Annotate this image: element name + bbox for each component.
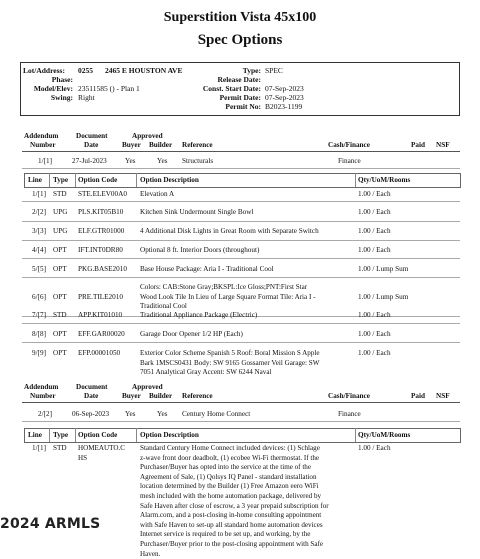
const-start-label: Const. Start Date: — [202, 84, 261, 93]
desc-line: Purchaser/Buyer prior to the post-closing appointment with Safe — [140, 539, 324, 548]
col-separator — [355, 428, 356, 442]
model-label: Model/Elev: — [33, 84, 73, 93]
lot-value: 0255 — [78, 66, 93, 75]
addendum-buyer: Yes — [125, 410, 136, 418]
row-divider — [22, 221, 460, 222]
divider — [22, 402, 460, 403]
permit-date-value: 07-Sep-2023 — [265, 93, 304, 102]
line-col-label: Line — [28, 176, 42, 184]
line-type: STD — [53, 311, 67, 319]
desc-line: Safe Haven after close of escrow, a 3 year prepaid subscription for — [140, 501, 329, 510]
option-qty: 1.00 / Each — [358, 330, 391, 338]
desc-line: Alarm.com, and a post-closing in-home consulting appointment — [140, 511, 322, 520]
option-code — [78, 444, 125, 463]
line-type: UPG — [53, 227, 68, 235]
builder-col-label: Builder — [149, 392, 173, 400]
option-description: Base House Package: Aria I - Traditional Cool — [140, 265, 274, 273]
desc-line: Colors: CAB:Stone Gray;BKSPL:Ice Gloss;PNT:First Star — [140, 283, 308, 291]
row-divider — [22, 240, 460, 241]
col-separator — [136, 173, 137, 187]
line-type: UPG — [53, 208, 68, 216]
option-description: Optional 8 ft. Interior Doors (throughout) — [140, 246, 260, 254]
option-description: Elevation A — [140, 190, 175, 198]
line-number: 8/[8] — [32, 330, 46, 338]
paid-col-label: Paid — [411, 392, 425, 400]
phase-label: Phase: — [51, 75, 73, 84]
row-divider — [22, 342, 460, 343]
col-separator — [136, 428, 137, 442]
addendum-cash-finance: Finance — [338, 157, 361, 165]
line-type: OPT — [53, 349, 67, 357]
option-description: Garage Door Opener 1/2 HP (Each) — [140, 330, 243, 338]
divider — [22, 421, 460, 422]
model-value: 23511585 () - Plan 1 — [78, 84, 140, 93]
line-number: 1/[1] — [32, 444, 46, 452]
option-qty: 1.00 / Each — [358, 246, 391, 254]
col-separator — [49, 173, 50, 187]
option-description: 4 Additional Disk Lights in Great Room with Separate Switch — [140, 227, 319, 235]
col-separator — [355, 173, 356, 187]
line-number: 5/[5] — [32, 265, 46, 273]
lot-address: 2465 E HOUSTON AVE — [105, 66, 183, 75]
line-number: 3/[3] — [32, 227, 46, 235]
col-separator — [75, 173, 76, 187]
option-qty: 1.00 / Each — [358, 227, 391, 235]
option-description: Traditional Appliance Package (Electric) — [140, 311, 258, 319]
option-code: EFP.00001050 — [78, 349, 121, 357]
addendum-date: 27-Jul-2023 — [72, 157, 107, 165]
line-type: OPT — [53, 293, 67, 301]
addendum-number: 1/[1] — [38, 157, 52, 165]
swing-label: Swing: — [50, 93, 73, 102]
desc-line: Purchaser/Buyer has opted into the service at the time of the — [140, 463, 311, 472]
qty-col-label: Qty/UoM/Rooms — [358, 176, 411, 184]
addendum-col-label: Addendum — [24, 132, 59, 140]
option-code: PLS.KIT05B10 — [78, 208, 124, 216]
type-label: Type: — [242, 66, 261, 75]
desc-line: Internet service is required to be set up, and working, by the — [140, 530, 311, 539]
permit-date-label: Permit Date: — [219, 93, 261, 102]
number-col-label: Number — [30, 141, 56, 149]
buyer-col-label: Buyer — [122, 141, 141, 149]
option-code: PKG.BASE2010 — [78, 265, 127, 273]
line-number: 6/[6] — [32, 293, 46, 301]
option-description — [140, 444, 329, 559]
row-divider — [22, 258, 460, 259]
option-qty: 1.00 / Each — [358, 311, 391, 319]
builder-col-label: Builder — [149, 141, 173, 149]
desc-line: Haven. — [140, 549, 161, 558]
const-start-value: 07-Sep-2023 — [265, 84, 304, 93]
col-separator — [75, 428, 76, 442]
addendum-reference: Century Home Connect — [182, 410, 251, 418]
line-type: STD — [53, 444, 67, 452]
paid-col-label: Paid — [411, 141, 425, 149]
line-type: OPT — [53, 330, 67, 338]
type-col-label: Type — [53, 176, 69, 184]
number-col-label: Number — [30, 392, 56, 400]
option-qty: 1.00 / Each — [358, 444, 391, 452]
option-code: IFT.INT0DR80 — [78, 246, 123, 254]
option-description: Kitchen Sink Undermount Single Bowl — [140, 208, 254, 216]
addendum-reference: Structurals — [182, 157, 214, 165]
date-col-label: Date — [84, 141, 99, 149]
permit-no-value: B2023-1199 — [265, 102, 303, 111]
desc-line: z-wave front door deadbolt, (1) ecobee Wi-Fi thermostat. If the — [140, 453, 320, 462]
desc-line: location determined by the Builder (1) Free Amazon eero WiFi — [140, 482, 319, 491]
cash-finance-col-label: Cash/Finance — [328, 141, 370, 149]
desc-line: Exterior Color Scheme Spanish 5 Roof: Boral Mission S Apple — [140, 349, 320, 357]
nsf-col-label: NSF — [436, 392, 450, 400]
approved-col-label: Approved — [132, 383, 163, 391]
addendum-date: 06-Sep-2023 — [72, 410, 110, 418]
swing-value: Right — [78, 93, 95, 102]
addendum-col-label: Addendum — [24, 383, 59, 391]
row-divider — [22, 323, 460, 324]
lot-label: Lot/Address: — [23, 66, 65, 75]
addendum-number: 2/[2] — [38, 410, 52, 418]
option-code: STE.ELEV00A0 — [78, 190, 127, 198]
divider — [22, 151, 460, 152]
desc-line: Standard Century Home Connect included devices: (1) Schlage — [140, 444, 320, 452]
type-col-label: Type — [53, 431, 69, 439]
addendum-builder: Yes — [157, 157, 168, 165]
reference-col-label: Reference — [182, 392, 213, 400]
line-number: 7/[7] — [32, 311, 46, 319]
divider — [22, 168, 460, 169]
option-qty: 1.00 / Lump Sum — [358, 265, 409, 273]
line-col-label: Line — [28, 431, 42, 439]
option-desc-col-label: Option Description — [140, 176, 199, 184]
approved-col-label: Approved — [132, 132, 163, 140]
document-col-label: Document — [76, 383, 108, 391]
qty-col-label: Qty/UoM/Rooms — [358, 431, 411, 439]
option-qty: 1.00 / Each — [358, 349, 391, 357]
row-divider — [22, 201, 460, 202]
option-description — [140, 349, 320, 378]
option-qty: 1.00 / Each — [358, 190, 391, 198]
document-subtitle: Spec Options — [197, 32, 283, 48]
option-code: EFF.GAR00020 — [78, 330, 125, 338]
cash-finance-col-label: Cash/Finance — [328, 392, 370, 400]
desc-line: Agreement of Sale, (1) Qolsys IQ Panel - standard installation — [140, 472, 317, 481]
option-code: APP.KIT01010 — [78, 311, 123, 319]
reference-col-label: Reference — [182, 141, 213, 149]
option-code: PRE.TILE2010 — [78, 293, 123, 301]
document-title: Superstition Vista 45x100 — [163, 10, 317, 25]
nsf-col-label: NSF — [436, 141, 450, 149]
addendum-buyer: Yes — [125, 157, 136, 165]
buyer-col-label: Buyer — [122, 392, 141, 400]
line-number: 2/[2] — [32, 208, 46, 216]
desc-line: Traditional Cool — [140, 302, 187, 311]
option-qty: 1.00 / Lump Sum — [358, 293, 409, 301]
document-col-label: Document — [76, 132, 108, 140]
release-date-label: Release Date: — [217, 75, 261, 84]
addendum-cash-finance: Finance — [338, 410, 361, 418]
code-line: HOMEAUTO.C — [78, 444, 125, 452]
line-number: 4/[4] — [32, 246, 46, 254]
desc-line: Bark 1MSCS0431 Body: SW 9165 Gossamer Veil Garage: SW — [140, 358, 320, 367]
option-code: ELF.GTR01000 — [78, 227, 125, 235]
code-line: HS — [78, 453, 88, 462]
lot-info-box — [20, 62, 460, 116]
desc-line: 7051 Analytical Gray Accent: SW 6244 Naval — [140, 368, 272, 377]
desc-line: Wood Look Tile In Lieu of Large Square Format Tile: Aria I - — [140, 292, 316, 301]
desc-line: mesh included with the home automation package, delivered by — [140, 491, 322, 500]
option-description — [140, 283, 315, 312]
line-number: 1/[1] — [32, 190, 46, 198]
line-number: 9/[9] — [32, 349, 46, 357]
type-value: SPEC — [265, 66, 283, 75]
col-separator — [49, 428, 50, 442]
option-code-col-label: Option Code — [78, 431, 118, 439]
mls-watermark: 2024 ARMLS — [0, 516, 101, 532]
date-col-label: Date — [84, 392, 99, 400]
line-type: OPT — [53, 246, 67, 254]
option-desc-col-label: Option Description — [140, 431, 199, 439]
option-code-col-label: Option Code — [78, 176, 118, 184]
row-divider — [22, 277, 460, 278]
option-qty: 1.00 / Each — [358, 208, 391, 216]
permit-no-label: Permit No: — [225, 102, 261, 111]
line-type: STD — [53, 190, 67, 198]
addendum-builder: Yes — [157, 410, 168, 418]
line-type: OPT — [53, 265, 67, 273]
desc-line: with Safe Haven to set-up all standard home automation devices — [140, 520, 323, 529]
